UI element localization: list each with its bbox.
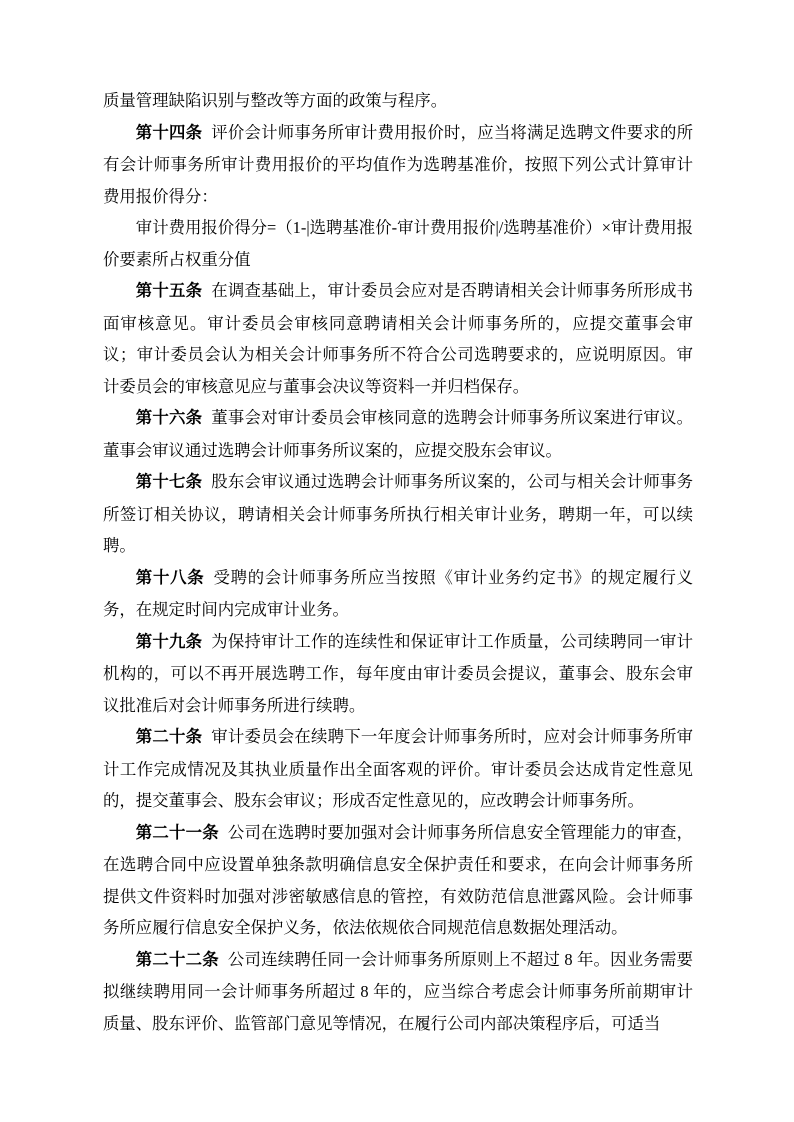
article-number: 第二十二条 [135, 950, 219, 969]
article-number: 第十四条 [135, 123, 203, 142]
paragraph [103, 275, 693, 402]
paragraph [103, 562, 693, 626]
paragraph-text: 受聘的会计师事务所应当按照《审计业务约定书》的规定履行义务，在规定时间内完成审计业务。 [103, 567, 694, 619]
article-number: 第十七条 [135, 473, 203, 491]
article-number: 第二十一条 [135, 823, 219, 842]
paragraph [103, 85, 693, 117]
paragraph [103, 466, 693, 562]
paragraph-text: 审计委员会在续聘下一年度会计师事务所时，应对会计师事务所审计工作完成情况及其执业质量作出全面客观的评价。审计委员会达成肯定性意见的，提交董事会、股东会审议；形成否定性意见的，应改聘会计师事务所。 [103, 727, 694, 810]
paragraph [103, 944, 693, 1040]
paragraph-text: 股东会审议通过选聘会计师事务所议案的，公司与相关会计师事务所签订相关协议，聘请相关会计师事务所执行相关审计业务，聘期一年，可以续聘。 [103, 472, 694, 555]
paragraph [103, 817, 693, 944]
article-number: 第二十条 [135, 728, 203, 746]
paragraph [103, 117, 693, 213]
paragraph [103, 212, 693, 275]
document-body [103, 85, 693, 1039]
paragraph-text: 为保持审计工作的连续性和保证审计工作质量，公司续聘同一审计机构的，可以不再开展选聘工作，每年度由审计委员会提议，董事会、股东会审议批准后对会计师事务所进行续聘。 [103, 631, 694, 715]
paragraph [103, 626, 693, 722]
paragraph-text: 质量管理缺陷识别与整改等方面的政策与程序。 [103, 91, 448, 110]
paragraph [103, 402, 693, 466]
paragraph-text: 评价会计师事务所审计费用报价时，应当将满足选聘文件要求的所有会计师事务所审计费用报价的平均值作为选聘基准价，按照下列公式计算审计费用报价得分： [103, 122, 694, 206]
paragraph [103, 721, 693, 817]
article-number: 第十九条 [135, 632, 203, 651]
paragraph-text: 公司在选聘时要加强对会计师事务所信息安全管理能力的审查，在选聘合同中应设置单独条款明确信息安全保护责任和要求，在向会计师事务所提供文件资料时加强对涉密敏感信息的管控，有效防范信息泄露风险。会计师事务所应履行信息安全保护义务，依法依规依合同规范信息数据处理活动。 [103, 822, 693, 937]
paragraph-text: 董事会对审计委员会审核同意的选聘会计师事务所议案进行审议。董事会审议通过选聘会计师事务所议案的，应提交股东会审议。 [103, 408, 694, 460]
article-number: 第十六条 [135, 409, 203, 427]
paragraph-text: 在调查基础上，审计委员会应对是否聘请相关会计师事务所形成书面审核意见。审计委员会审核同意聘请相关会计师事务所的，应提交董事会审议；审计委员会认为相关会计师事务所不符合公司选聘要求的，应说明原因。审计委员会的审核意见应与董事会决议等资料一并归档保存。 [103, 281, 694, 396]
paragraph-text: 公司连续聘任同一会计师事务所原则上不超过 8 年。因业务需要拟继续聘用同一会计师事务所超过 8 年的，应当综合考虑会计师事务所前期审计质量、股东评价、监管部门意见等情况，在履行公司内部决策程序后，可适当 [103, 949, 694, 1033]
article-number: 第十八条 [135, 568, 205, 587]
article-number: 第十五条 [135, 282, 203, 300]
paragraph-text: 审计费用报价得分=（1-|选聘基准价-审计费用报价|/选聘基准价）×审计费用报价要素所占权重分值 [103, 218, 693, 269]
